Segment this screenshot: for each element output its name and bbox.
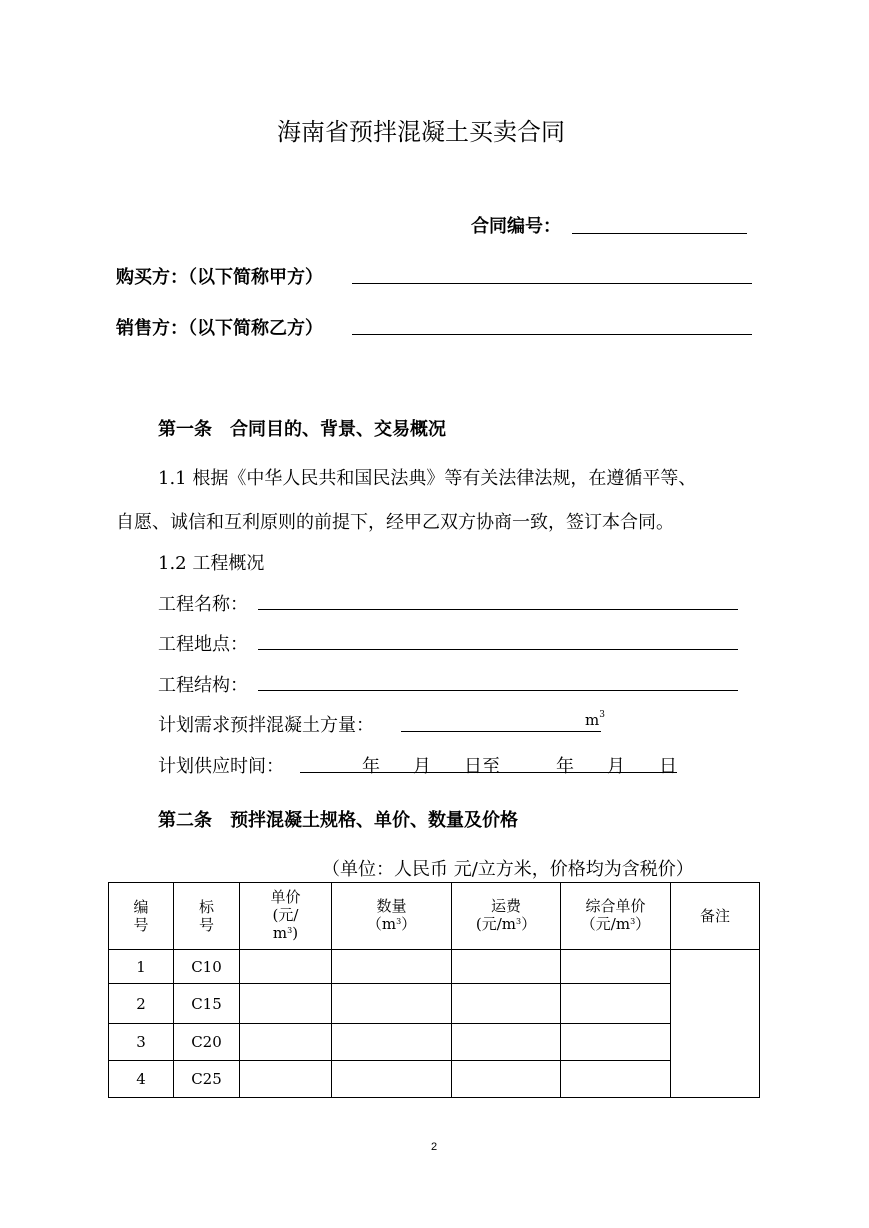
supply-time-label: 计划供应时间： bbox=[158, 756, 284, 777]
freight-cell[interactable] bbox=[452, 950, 561, 984]
row-grade: C25 bbox=[174, 1061, 240, 1098]
total-price-cell[interactable] bbox=[561, 1061, 671, 1098]
supply-month1: 月 bbox=[413, 756, 431, 777]
supply-day2: 日 bbox=[659, 756, 677, 777]
price-table bbox=[108, 882, 760, 1098]
unit-price-cell[interactable] bbox=[240, 1024, 332, 1061]
table-header-row bbox=[109, 883, 760, 950]
freight-cell[interactable] bbox=[452, 1061, 561, 1098]
unit-price-cell[interactable] bbox=[240, 984, 332, 1024]
row-no: 4 bbox=[109, 1061, 174, 1098]
contract-no-field[interactable] bbox=[572, 233, 747, 234]
article1-heading: 第一条 合同目的、背景、交易概况 bbox=[158, 419, 446, 440]
buyer-label: 购买方：（以下简称甲方） bbox=[116, 267, 323, 288]
table-row bbox=[109, 950, 760, 984]
unit-price-cell[interactable] bbox=[240, 1061, 332, 1098]
buyer-field[interactable] bbox=[352, 283, 752, 284]
total-price-cell[interactable] bbox=[561, 1024, 671, 1061]
header-grade: 标 号 bbox=[174, 883, 240, 950]
quantity-cell[interactable] bbox=[332, 1024, 452, 1061]
supply-year2: 年 bbox=[556, 756, 574, 777]
supply-day-to: 日至 bbox=[464, 756, 500, 777]
header-quantity: 数量 $(m^3)$ bbox=[332, 883, 452, 950]
row-no: 3 bbox=[109, 1024, 174, 1061]
article1-paragraph-line1: 1.1 根据《中华人民共和国民法典》等有关法律法规，在遵循平等、 bbox=[158, 468, 697, 489]
quantity-cell[interactable] bbox=[332, 1061, 452, 1098]
article2-heading: 第二条 预拌混凝土规格、单价、数量及价格 bbox=[158, 810, 518, 831]
page-number: 2 bbox=[431, 1141, 438, 1153]
project-name-label: 工程名称： bbox=[158, 594, 248, 615]
volume-field[interactable] bbox=[401, 731, 601, 732]
row-grade: C20 bbox=[174, 1024, 240, 1061]
seller-field[interactable] bbox=[352, 334, 752, 335]
header-unit-price: 单价 (元/ $m^3$) bbox=[240, 883, 332, 950]
freight-cell[interactable] bbox=[452, 1024, 561, 1061]
project-structure-label: 工程结构： bbox=[158, 675, 248, 696]
table-row bbox=[109, 1061, 760, 1098]
header-no: 编 号 bbox=[109, 883, 174, 950]
table-row bbox=[109, 984, 760, 1024]
header-freight: 运费 (元$/m^3$） bbox=[452, 883, 561, 950]
row-grade: C10 bbox=[174, 950, 240, 984]
quantity-cell[interactable] bbox=[332, 950, 452, 984]
header-remark: 备注 bbox=[671, 883, 760, 950]
row-no: 2 bbox=[109, 984, 174, 1024]
remark-cell[interactable] bbox=[671, 950, 760, 1098]
project-location-field[interactable] bbox=[258, 649, 738, 650]
article1-paragraph-line2: 自愿、诚信和互利原则的前提下，经甲乙双方协商一致，签订本合同。 bbox=[116, 512, 674, 533]
project-structure-field[interactable] bbox=[258, 690, 738, 691]
quantity-cell[interactable] bbox=[332, 984, 452, 1024]
freight-cell[interactable] bbox=[452, 984, 561, 1024]
row-grade: C15 bbox=[174, 984, 240, 1024]
header-total-price: 综合单价 （元$/m^3$） bbox=[561, 883, 671, 950]
contract-no-label: 合同编号： bbox=[471, 216, 561, 237]
total-price-cell[interactable] bbox=[561, 984, 671, 1024]
price-unit-note: （单位：人民币 元/立方米，价格均为含税价） bbox=[322, 859, 694, 880]
unit-price-cell[interactable] bbox=[240, 950, 332, 984]
supply-year1: 年 bbox=[362, 756, 380, 777]
row-no: 1 bbox=[109, 950, 174, 984]
total-price-cell[interactable] bbox=[561, 950, 671, 984]
page-title: 海南省预拌混凝土买卖合同 bbox=[277, 118, 565, 146]
project-name-field[interactable] bbox=[258, 609, 738, 610]
project-location-label: 工程地点： bbox=[158, 634, 248, 655]
table-row bbox=[109, 1024, 760, 1061]
volume-unit: $m^3$ bbox=[585, 710, 605, 729]
seller-label: 销售方：（以下简称乙方） bbox=[116, 318, 323, 339]
supply-month2: 月 bbox=[607, 756, 625, 777]
project-overview-heading: 1.2 工程概况 bbox=[158, 553, 265, 574]
volume-label: 计划需求预拌混凝土方量： bbox=[158, 715, 374, 736]
